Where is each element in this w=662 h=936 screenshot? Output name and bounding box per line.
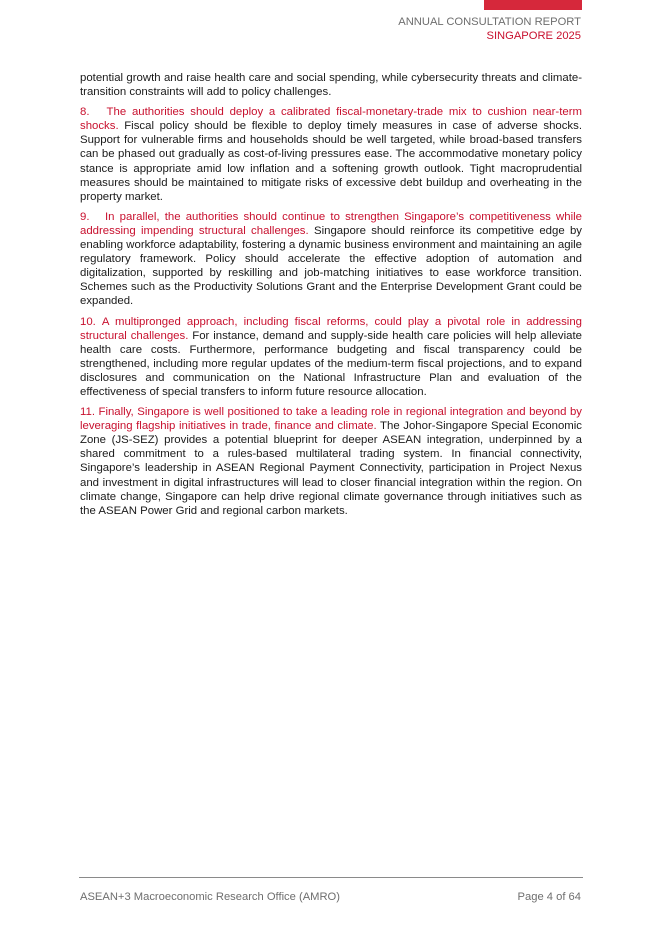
document-body [80, 71, 582, 524]
paragraph-lead: 8. The authorities should deploy a calibrated fiscal-monetary-trade mix to cushion near-term shocks. [80, 106, 582, 133]
paragraph-lead: 9. In parallel, the authorities should continue to strengthen Singapore’s competitiveness while addressing impending structural challenges. [80, 210, 582, 237]
paragraph-lead: 11. Finally, Singapore is well positioned to take a leading role in regional integration and beyond by leveraging flagship initiatives in trade, finance and climate. [80, 406, 582, 433]
paragraph-11 [80, 405, 582, 518]
paragraph-text: The Johor-Singapore Special Economic Zone (JS-SEZ) provides a potential blueprint for deeper ASEAN integration, underpinned by a shared commitment to a rules-based multilateral trading system. In financial connectivity, Singapore’s leadership in ASEAN Regional Payment Connectivity, participation in Project Nexus and investment in digital infrastructures will lead to closer financial integration within the region. On climate change, Singapore can help drive regional climate governance through initiatives such as the ASEAN Power Grid and regional carbon markets. [80, 420, 583, 517]
paragraph-text: For instance, demand and supply-side health care policies will help alleviate health care costs. Furthermore, performance budgeting and fiscal transparency could be strengthened, including more regular updates of the medium-term fiscal projections, and to expand disclosures and communication on the National Infrastructure Plan and evaluation of the effectiveness of special transfers to inform future resource allocation. [80, 329, 582, 398]
paragraph-9 [80, 210, 582, 309]
footer-organization: ASEAN+3 Macroeconomic Research Office (AMRO) [80, 891, 340, 903]
footer-divider [79, 877, 583, 878]
paragraph-lead: 10. A multipronged approach, including fiscal reforms, could play a pivotal role in addressing structural challenges. [80, 315, 582, 342]
report-title: ANNUAL CONSULTATION REPORT [398, 16, 581, 28]
paragraph-8 [80, 105, 582, 204]
header-accent-bar [484, 0, 582, 10]
paragraph-continuation [80, 71, 582, 99]
paragraph-10 [80, 315, 582, 400]
paragraph-text: Singapore should reinforce its competitive edge by enabling workforce adaptability, fostering a dynamic business environment and maintaining an agile regulatory framework. Policy should accelerate the effective adoption of automation and digitalization, supported by reskilling and job-matching initiatives to ease workforce transition. Schemes such as the Productivity Solutions Grant and the Enterprise Development Grant could be expanded. [80, 224, 582, 308]
page-number: Page 4 of 64 [517, 891, 581, 903]
report-country: SINGAPORE 2025 [486, 30, 581, 42]
paragraph-text: potential growth and raise health care and social spending, while cybersecurity threats and climate-transition constraints will add to policy challenges. [80, 72, 582, 99]
paragraph-text: Fiscal policy should be flexible to deploy timely measures in case of adverse shocks. Support for vulnerable firms and households should be well targeted, while broad-based transfers can be phased out gradually as cost-of-living pressures ease. The accommodative monetary policy stance is appropriate amid low inflation and a softening growth outlook. Tight macroprudential measures should be maintained to mitigate risks of excessive debt buildup and overheating in the property market. [80, 120, 582, 203]
